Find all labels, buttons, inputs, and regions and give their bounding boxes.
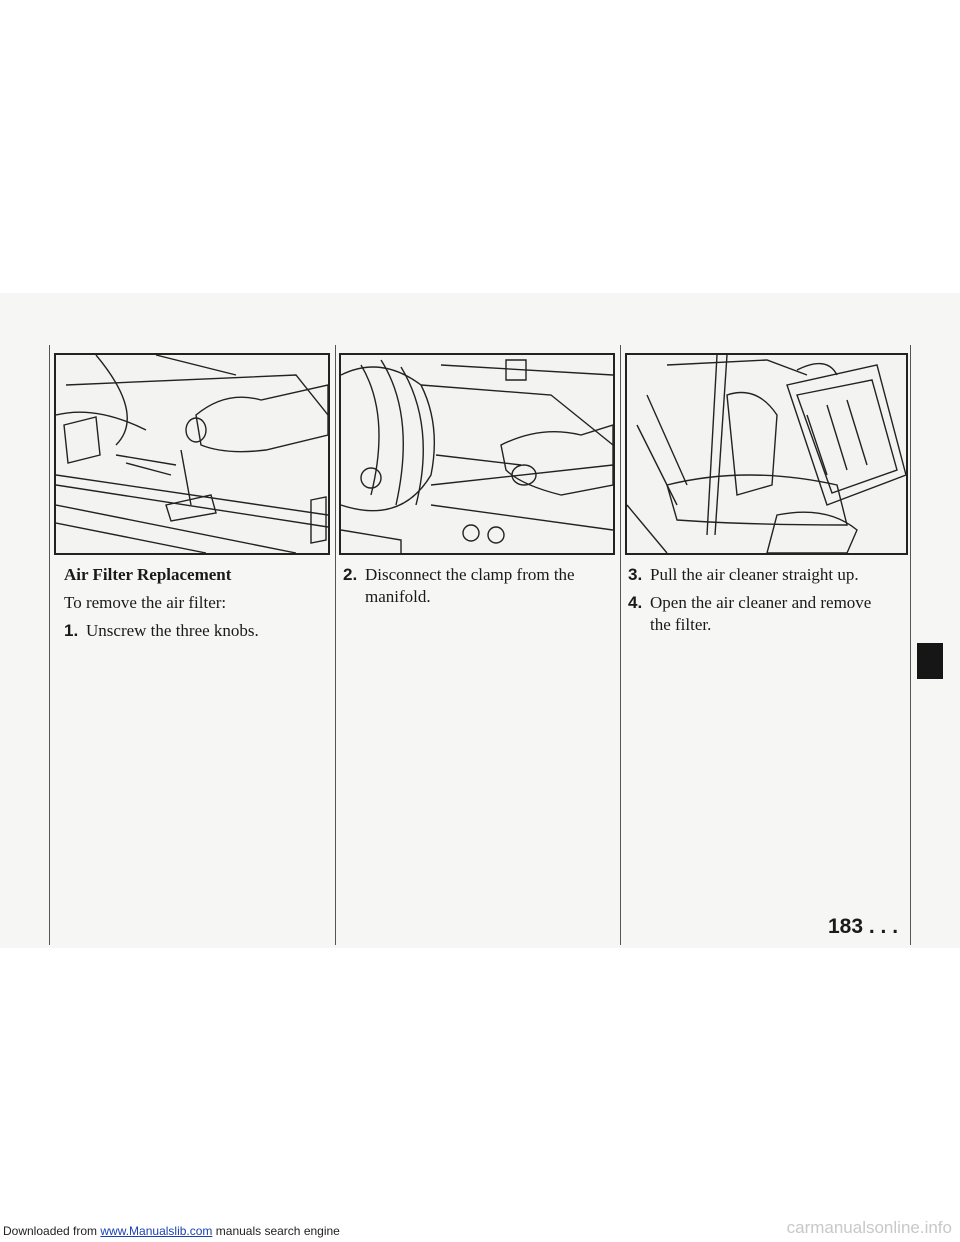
step-2-number: 2.	[343, 565, 358, 584]
column-rule-middle-1	[335, 345, 336, 945]
step-3-number: 3.	[628, 565, 643, 584]
column-rule-left	[49, 345, 50, 945]
column-3-text	[628, 564, 883, 642]
illustration-unscrew-knobs	[54, 353, 330, 555]
step-1-number: 1.	[64, 621, 79, 640]
step-1	[64, 620, 329, 642]
manualslib-link[interactable]: www.Manualslib.com	[100, 1224, 213, 1238]
column-2-text	[343, 564, 593, 614]
section-tab-marker	[917, 643, 943, 679]
column-rule-right	[910, 345, 911, 945]
footer-prefix: Downloaded from	[3, 1224, 101, 1238]
step-4-text: Open the air cleaner and remove the filter.	[650, 593, 872, 634]
download-footer	[3, 1224, 340, 1238]
watermark: carmanualsonline.info	[786, 1218, 952, 1237]
section-heading: Air Filter Replacement	[64, 565, 232, 584]
step-1-text: Unscrew the three knobs.	[86, 621, 259, 640]
page-number: 183 . . .	[828, 915, 899, 938]
step-4-number: 4.	[628, 593, 643, 612]
column-1-text	[64, 564, 329, 648]
intro-text: To remove the air filter:	[64, 593, 227, 612]
step-2	[343, 564, 593, 608]
footer-suffix: manuals search engine	[212, 1224, 340, 1238]
column-rule-middle-2	[620, 345, 621, 945]
step-3-text: Pull the air cleaner straight up.	[650, 565, 859, 584]
step-4	[628, 592, 883, 636]
step-2-text: Disconnect the clamp from the manifold.	[365, 565, 575, 606]
illustration-disconnect-clamp	[339, 353, 615, 555]
step-3	[628, 564, 883, 586]
illustration-air-cleaner	[625, 353, 908, 555]
